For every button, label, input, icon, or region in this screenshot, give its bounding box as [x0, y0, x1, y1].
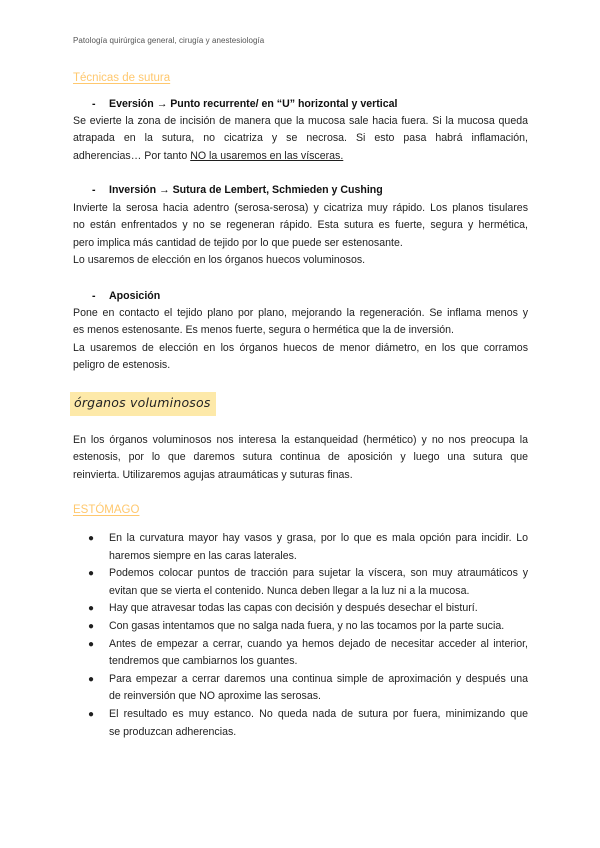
- subheading-aposicion-text: Aposición: [109, 290, 161, 302]
- text-line: Se evierte la zona de incisión de manera que la mucosa sale hacia fuera. Si la mucosa queda: [73, 115, 528, 127]
- text-line: de reinversión que NO aproxime las serosas.: [109, 690, 321, 703]
- text-line: Lo usaremos de elección en los órganos huecos voluminosos.: [73, 254, 366, 267]
- subheading-aposicion: [92, 290, 160, 302]
- estomago-bullet-list: [88, 530, 528, 741]
- subheading-inversion: [92, 184, 383, 196]
- text-line: Antes de empezar a cerrar, cuando ya hemos dejado de necesitar acceder al interior,: [109, 637, 528, 650]
- text-line: peligro de estenosis.: [73, 359, 171, 372]
- list-item: [88, 706, 528, 741]
- bullet-icon: ●: [88, 603, 95, 615]
- text-line: evitan que se vierta el contenido. Nunca deben llegar a la luz ni a la mucosa.: [109, 584, 470, 597]
- text-line: [73, 148, 528, 165]
- text-line: Invierte la serosa hacia adentro (serosa-serosa) y cicatriza muy rápido. Los planos tisulares: [73, 202, 528, 214]
- text-line: no están enfrentados y no se regeneran rápido. Esta sutura es fuerte, segura y hermética,: [73, 219, 528, 232]
- text-line: haremos siempre en las caras laterales.: [109, 549, 297, 562]
- text-line: En la curvatura mayor hay vasos y grasa, por lo que es mala opción para incidir. Lo: [109, 532, 528, 544]
- text-line: es menos estenosante. Es menos fuerte, segura o hermética que la de inversión.: [73, 324, 455, 337]
- text-fragment: adherencias… Por tanto: [73, 149, 191, 162]
- list-item: [88, 636, 528, 671]
- subheading-eversion: [92, 98, 397, 110]
- paragraph-eversion: [73, 113, 528, 165]
- text-line: La usaremos de elección en los órganos huecos de menor diámetro, en los que corramos: [73, 341, 528, 354]
- text-line: atrapada en la sutura, no cicatriza y se necrosa. Si esto pasa habrá inflamación,: [73, 132, 528, 145]
- subheading-eversion-text: Eversión → Punto recurrente/ en “U” horizontal y vertical: [109, 98, 398, 110]
- text-line: Para empezar a cerrar daremos una continua simple de aproximación y después una: [109, 672, 528, 685]
- highlighted-heading-organos: órganos voluminosos: [70, 392, 216, 416]
- text-line: Con gasas intentamos que no salga nada fuera, y no las tocamos por la parte sucia.: [109, 619, 505, 632]
- dash-marker: -: [92, 184, 96, 196]
- list-item: [88, 671, 528, 706]
- bullet-icon: ●: [88, 638, 95, 650]
- text-line: Hay que atravesar todas las capas con decisión y después desechar el bisturí.: [109, 602, 478, 615]
- paragraph-inversion: [73, 200, 528, 270]
- bullet-icon: ●: [88, 708, 95, 720]
- section-title-estomago: ESTÓMAGO: [73, 504, 140, 516]
- bullet-icon: ●: [88, 568, 95, 580]
- text-line: se produzcan adherencias.: [109, 725, 237, 738]
- text-line: pero implica más cantidad de tejido por lo que puede ser estenosante.: [73, 236, 403, 249]
- paragraph-aposicion: [73, 305, 528, 375]
- bullet-icon: ●: [88, 620, 95, 632]
- text-line: Podemos colocar puntos de tracción para sujetar la víscera, son muy atraumáticos y: [109, 567, 528, 580]
- paragraph-organos: [73, 432, 528, 484]
- text-line: reinvierta. Utilizaremos agujas atraumáticas y suturas finas.: [73, 468, 353, 481]
- dash-marker: -: [92, 290, 96, 302]
- running-header: Patología quirúrgica general, cirugía y anestesiología: [73, 36, 265, 45]
- text-line: estenosis, por lo que daremos sutura continua de aposición y luego una sutura que: [73, 451, 528, 464]
- text-line: El resultado es muy estanco. No queda nada de sutura por fuera, minimizando que: [109, 707, 528, 720]
- dash-marker: -: [92, 98, 96, 110]
- subheading-inversion-text: Inversión → Sutura de Lembert, Schmieden y Cushing: [109, 184, 383, 196]
- list-item: [88, 530, 528, 565]
- list-item: [88, 565, 528, 600]
- list-item: [88, 618, 528, 636]
- bullet-icon: ●: [88, 673, 95, 685]
- list-item: [88, 600, 528, 618]
- section-title-tecnicas: Técnicas de sutura: [73, 72, 171, 84]
- text-line: En los órganos voluminosos nos interesa la estanqueidad (hermético) y no nos preocupa la: [73, 434, 528, 446]
- bullet-icon: ●: [88, 533, 95, 544]
- text-line: Pone en contacto el tejido plano por plano, mejorando la regeneración. Se inflama menos y: [73, 307, 528, 319]
- text-line: tendremos que cambiarnos los guantes.: [109, 655, 298, 668]
- underlined-text: NO la usaremos en las vísceras.: [190, 149, 344, 162]
